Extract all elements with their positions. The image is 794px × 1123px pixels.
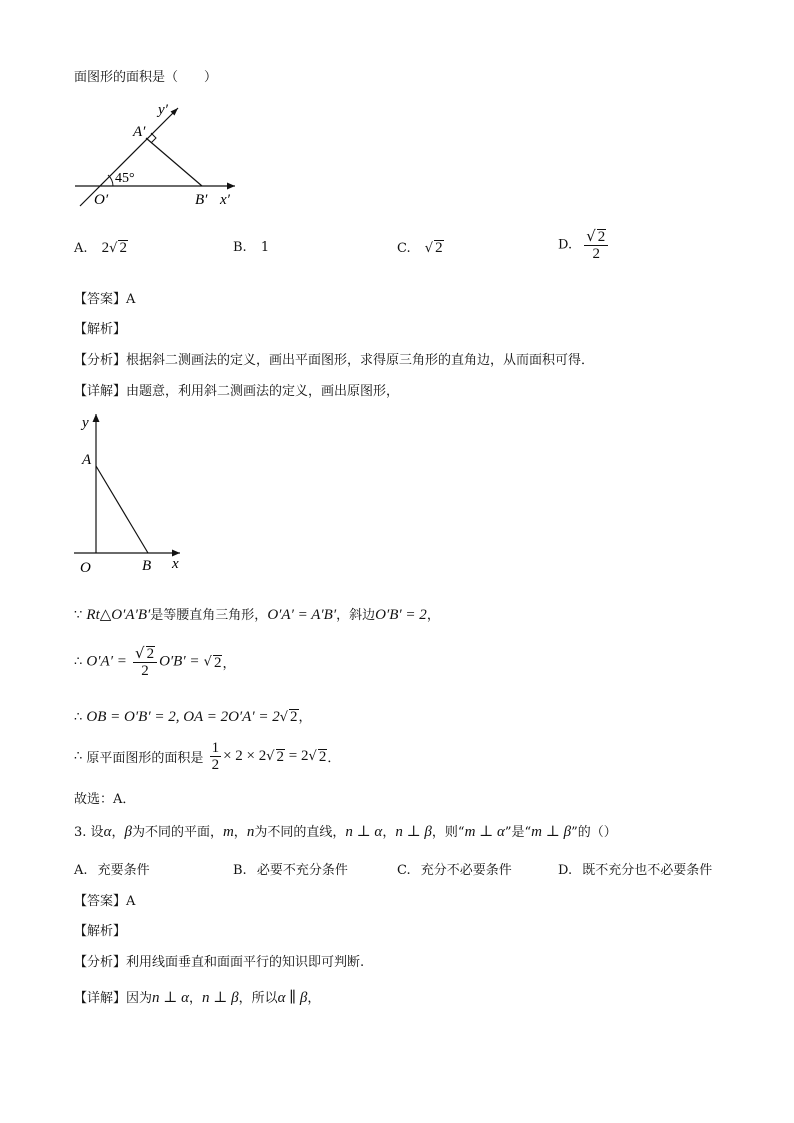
math-expr: n ⊥ α (345, 824, 383, 840)
radical-sign: √ (424, 241, 434, 256)
xiangjie-tag: 【详解】 (74, 384, 127, 399)
q3-option-d[interactable] (558, 859, 712, 878)
option-letter: D. (558, 863, 573, 878)
option-radicand: 2 (435, 240, 443, 256)
line-text: ， (298, 710, 312, 725)
math-symbol: β (124, 824, 132, 840)
stem-text: 为不同的平面， (131, 825, 223, 840)
question-number: 3. (74, 825, 87, 840)
q3-fenxi (74, 951, 364, 970)
stem-text: ，则“ (431, 825, 465, 840)
xiangjie-text: ， (189, 991, 203, 1006)
stem-text: 为不同的直线， (254, 825, 346, 840)
therefore-symbol: ∴ (74, 654, 83, 670)
math-expr: α ∥ β (277, 990, 308, 1006)
option-coef: 2 (101, 240, 110, 256)
q2-option-d[interactable] (558, 228, 610, 262)
q2-fenxi (74, 349, 594, 368)
therefore-symbol: ∴ (74, 710, 83, 725)
segment-a-b (96, 466, 148, 553)
radicand: 2 (318, 749, 327, 765)
fenxi-text: 根据斜二测画法的定义，画出平面图形，求得原三角形的直角边，从而面积可得． (126, 353, 595, 368)
math-expr: m ⊥ α (464, 824, 505, 840)
label-a-prime: A′ (133, 124, 146, 140)
option-radicand: 2 (119, 240, 127, 256)
q3-analysis-tag: 【解析】 (74, 924, 127, 939)
label-x-prime: x′ (220, 192, 230, 208)
q3-answer (74, 890, 135, 909)
option-letter: C. (397, 863, 411, 878)
radical-sign: √ (308, 749, 317, 764)
option-text: 既不充分也不必要条件 (582, 863, 713, 878)
label-x: x (172, 556, 179, 572)
option-letter: C. (397, 241, 411, 256)
q2-option-b[interactable] (233, 240, 269, 255)
stem-text: ， (382, 825, 396, 840)
segment-a-b (146, 138, 202, 186)
line-text: ， (222, 656, 236, 672)
radicand: 2 (213, 654, 222, 671)
line-text: ，斜边 (336, 608, 376, 623)
fraction-denominator: 2 (211, 757, 220, 773)
answer-value: A (126, 292, 136, 307)
option-text: 必要不充分条件 (256, 863, 348, 878)
radical-sign: √ (203, 654, 212, 670)
stem-text: 设 (90, 825, 104, 840)
option-letter: B. (233, 240, 247, 255)
fraction: $\frac{√ 2}{2}$ (133, 645, 157, 679)
line-text: ， (426, 608, 440, 623)
option-text: 充要条件 (97, 863, 150, 878)
radical-sign: √ (279, 710, 289, 725)
radical-sign: √ (109, 241, 118, 256)
fraction (210, 740, 222, 773)
q2-figure-oblique (60, 96, 260, 214)
q3-option-b[interactable] (233, 859, 348, 878)
math-expr: OB = O′B′ = 2, OA = 2O′A′ = 2 (86, 709, 280, 725)
q2-analysis-tag: 【解析】 (74, 322, 127, 337)
q2-xiangjie (74, 380, 399, 399)
math-symbol: n (246, 824, 255, 840)
label-b-prime: B′ (195, 192, 208, 208)
xiangjie-tag: 【详解】 (74, 991, 127, 1006)
label-o: O (80, 560, 91, 576)
label-y: y (82, 415, 89, 431)
line-text: 原平面图形的面积是 (86, 751, 204, 766)
option-letter: A. (74, 863, 88, 878)
fraction-numerator: 1 (211, 740, 220, 756)
q2-stem-tail: 面图形的面积是（ ） (74, 70, 218, 85)
option-fraction: $\frac{√ 2}{2}$ (584, 228, 608, 262)
q2-option-c[interactable] (397, 240, 444, 256)
math-expr: n ⊥ β (395, 824, 432, 840)
label-a: A (82, 452, 92, 468)
because-symbol: ∵ (74, 608, 83, 623)
stem-text: ”的（） (571, 825, 617, 840)
q3-option-c[interactable] (397, 859, 512, 878)
q3-stem (74, 821, 617, 841)
y-arrow (93, 414, 100, 422)
xiangjie-text: ， (307, 991, 321, 1006)
math-expr: O′A′ = (86, 653, 127, 670)
fenxi-tag: 【分析】 (74, 955, 127, 970)
triangle-name: Rt△O′A′B′ (86, 607, 151, 623)
fenxi-tag: 【分析】 (74, 353, 127, 368)
q2-solution-line3 (74, 706, 312, 726)
xiangjie-text: 因为 (126, 991, 153, 1006)
radicand: 2 (276, 749, 285, 765)
fraction-numerator: 2 (146, 646, 155, 662)
fenxi-text: 利用线面垂直和面面平行的知识即可判断. (126, 955, 365, 970)
math-expr: O′B′ = 2 (375, 607, 427, 623)
math-expr: m ⊥ β (531, 824, 572, 840)
option-letter: B. (233, 863, 247, 878)
option-letter: A. (74, 241, 88, 256)
option-text: 充分不必要条件 (420, 863, 512, 878)
answer-value: A (126, 894, 136, 909)
q3-option-a[interactable] (74, 859, 150, 878)
stem-text: ”是“ (504, 825, 532, 840)
fraction-denominator: 2 (141, 663, 149, 679)
q3-xiangjie (74, 987, 320, 1007)
math-expr: n ⊥ β (202, 990, 239, 1006)
line-text: ． (327, 751, 341, 766)
math-expr: = 2 (285, 748, 309, 764)
fraction-denominator: 2 (592, 246, 601, 262)
line-text: 是等腰直角三角形， (150, 608, 268, 623)
math-expr: n ⊥ α (152, 990, 190, 1006)
math-symbol: m (222, 824, 234, 840)
math-expr: × 2 × 2 (223, 748, 267, 764)
label-o-prime: O′ (94, 192, 109, 208)
q2-figure-original (66, 408, 196, 580)
label-angle: 45° (115, 171, 135, 186)
xiangjie-text: ，所以 (238, 991, 278, 1006)
radicand: 2 (290, 709, 298, 725)
label-y-prime: y′ (158, 102, 168, 118)
q2-answer (74, 288, 135, 307)
q2-solution-line4 (74, 740, 340, 773)
label-b: B (142, 558, 152, 574)
answer-tag: 【答案】 (74, 894, 127, 909)
option-text: 1 (260, 240, 270, 255)
math-expr: O′A′ = A′B′ (267, 607, 337, 623)
xiangjie-text: 由题意，利用斜二测画法的定义，画出原图形， (126, 384, 400, 399)
option-letter: D. (558, 237, 573, 253)
math-expr: O′B′ = (159, 653, 200, 670)
stem-text: ， (111, 825, 125, 840)
q2-solution-line1 (74, 604, 440, 624)
x-arrow (227, 183, 235, 190)
stem-text: ， (233, 825, 247, 840)
therefore-symbol: ∴ (74, 749, 83, 764)
math-symbol: α (103, 824, 112, 840)
q2-option-a[interactable] (74, 240, 128, 257)
q2-choose: 故选：A． (74, 792, 136, 807)
fraction-numerator: 2 (597, 229, 606, 245)
radical-sign: √ (266, 749, 275, 764)
q2-solution-line2 (74, 645, 235, 679)
answer-tag: 【答案】 (74, 292, 127, 307)
